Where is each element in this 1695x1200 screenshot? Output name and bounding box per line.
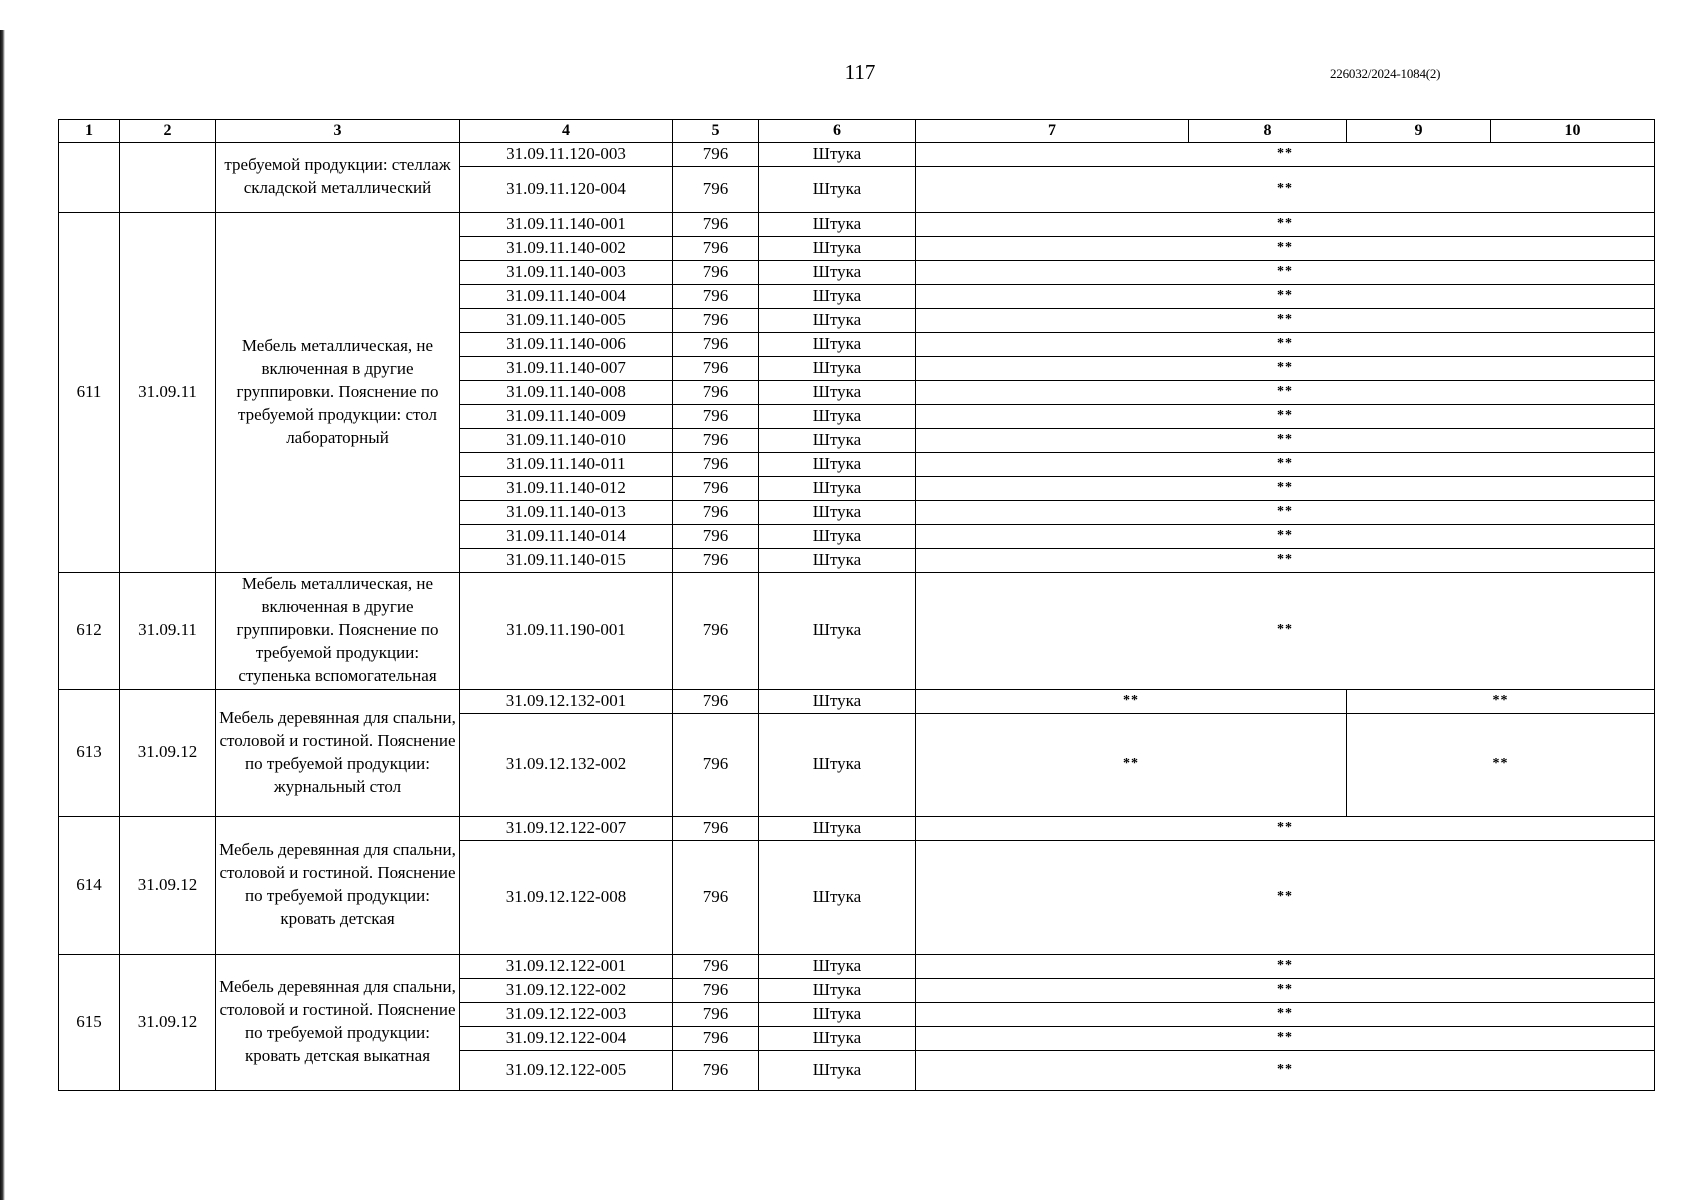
ktru-code-cell: 31.09.12.122-008 xyxy=(460,840,673,954)
ktru-code-cell: 31.09.12.132-002 xyxy=(460,713,673,816)
header-cell: 8 xyxy=(1189,120,1347,143)
okei-cell: 796 xyxy=(673,452,759,476)
okei-cell: 796 xyxy=(673,1026,759,1050)
ktru-code-cell: 31.09.11.140-002 xyxy=(460,236,673,260)
unit-cell: Штука xyxy=(759,452,916,476)
header-cell: 6 xyxy=(759,120,916,143)
okei-cell: 796 xyxy=(673,978,759,1002)
stars-cell: ** xyxy=(916,428,1655,452)
unit-cell: Штука xyxy=(759,548,916,572)
okpd-cell: 31.09.11 xyxy=(120,572,216,689)
okei-cell: 796 xyxy=(673,308,759,332)
table-row xyxy=(59,572,1655,689)
header-cell: 4 xyxy=(460,120,673,143)
stars-cell: ** xyxy=(916,689,1347,713)
okei-cell: 796 xyxy=(673,1002,759,1026)
unit-cell: Штука xyxy=(759,840,916,954)
ktru-code-cell: 31.09.12.122-007 xyxy=(460,816,673,840)
scan-edge xyxy=(0,30,5,1200)
ktru-code-cell: 31.09.12.122-003 xyxy=(460,1002,673,1026)
ktru-code-cell: 31.09.11.140-009 xyxy=(460,404,673,428)
stars-cell: ** xyxy=(916,212,1655,236)
okei-cell: 796 xyxy=(673,500,759,524)
document-number: 226032/2024-1084(2) xyxy=(1330,66,1441,81)
stars-cell: ** xyxy=(916,142,1655,166)
ktru-code-cell: 31.09.12.122-002 xyxy=(460,978,673,1002)
okei-cell: 796 xyxy=(673,380,759,404)
ktru-code-cell: 31.09.11.140-012 xyxy=(460,476,673,500)
unit-cell: Штука xyxy=(759,166,916,212)
unit-cell: Штука xyxy=(759,978,916,1002)
ktru-code-cell: 31.09.11.140-001 xyxy=(460,212,673,236)
ktru-code-cell: 31.09.11.140-013 xyxy=(460,500,673,524)
stars-cell: ** xyxy=(916,1026,1655,1050)
stars-cell: ** xyxy=(916,954,1655,978)
page-number: 117 xyxy=(844,60,876,84)
okei-cell: 796 xyxy=(673,142,759,166)
position-cell: 615 xyxy=(59,954,120,1090)
ktru-code-cell: 31.09.11.140-008 xyxy=(460,380,673,404)
unit-cell: Штука xyxy=(759,236,916,260)
okei-cell: 796 xyxy=(673,236,759,260)
okei-cell: 796 xyxy=(673,212,759,236)
stars-cell: ** xyxy=(916,1050,1655,1090)
stars-cell: ** xyxy=(916,356,1655,380)
stars-cell: ** xyxy=(916,713,1347,816)
ktru-code-cell: 31.09.11.140-003 xyxy=(460,260,673,284)
stars-cell: ** xyxy=(916,572,1655,689)
stars-cell: ** xyxy=(1347,713,1655,816)
description-cell: Мебель деревянная для спальни, столовой и гостиной. Пояснение по требуемой продукции: журнальный стол xyxy=(216,689,460,816)
description-cell: Мебель металлическая, не включенная в другие группировки. Пояснение по требуемой продукции: ступенька вспомогательная xyxy=(216,572,460,689)
okei-cell: 796 xyxy=(673,689,759,713)
ktru-code-cell: 31.09.11.190-001 xyxy=(460,572,673,689)
stars-cell: ** xyxy=(916,236,1655,260)
unit-cell: Штука xyxy=(759,689,916,713)
stars-cell: ** xyxy=(916,476,1655,500)
okpd-cell: 31.09.11 xyxy=(120,212,216,572)
okei-cell: 796 xyxy=(673,954,759,978)
okei-cell: 796 xyxy=(673,572,759,689)
ktru-code-cell: 31.09.11.140-015 xyxy=(460,548,673,572)
okpd-cell xyxy=(120,142,216,212)
table-row xyxy=(59,212,1655,236)
ktru-code-cell: 31.09.11.140-004 xyxy=(460,284,673,308)
ktru-code-cell: 31.09.11.120-003 xyxy=(460,142,673,166)
ktru-code-cell: 31.09.11.120-004 xyxy=(460,166,673,212)
unit-cell: Штука xyxy=(759,476,916,500)
unit-cell: Штука xyxy=(759,954,916,978)
table-row xyxy=(59,954,1655,978)
unit-cell: Штука xyxy=(759,428,916,452)
unit-cell: Штука xyxy=(759,713,916,816)
stars-cell: ** xyxy=(916,380,1655,404)
stars-cell: ** xyxy=(916,524,1655,548)
header-cell: 7 xyxy=(916,120,1189,143)
okei-cell: 796 xyxy=(673,713,759,816)
ktru-code-cell: 31.09.12.122-004 xyxy=(460,1026,673,1050)
unit-cell: Штука xyxy=(759,1050,916,1090)
position-cell: 613 xyxy=(59,689,120,816)
header-cell: 1 xyxy=(59,120,120,143)
okei-cell: 796 xyxy=(673,476,759,500)
stars-cell: ** xyxy=(916,452,1655,476)
okei-cell: 796 xyxy=(673,356,759,380)
table-row xyxy=(59,689,1655,713)
unit-cell: Штука xyxy=(759,142,916,166)
ktru-code-cell: 31.09.12.132-001 xyxy=(460,689,673,713)
okei-cell: 796 xyxy=(673,428,759,452)
okei-cell: 796 xyxy=(673,404,759,428)
okei-cell: 796 xyxy=(673,548,759,572)
table-row xyxy=(59,816,1655,840)
stars-cell: ** xyxy=(916,1002,1655,1026)
okpd-cell: 31.09.12 xyxy=(120,689,216,816)
unit-cell: Штука xyxy=(759,1002,916,1026)
unit-cell: Штука xyxy=(759,260,916,284)
stars-cell: ** xyxy=(916,840,1655,954)
header-cell: 5 xyxy=(673,120,759,143)
stars-cell: ** xyxy=(916,816,1655,840)
unit-cell: Штука xyxy=(759,212,916,236)
stars-cell: ** xyxy=(916,284,1655,308)
stars-cell: ** xyxy=(916,404,1655,428)
ktru-code-cell: 31.09.12.122-001 xyxy=(460,954,673,978)
header-cell: 9 xyxy=(1347,120,1491,143)
unit-cell: Штука xyxy=(759,1026,916,1050)
stars-cell: ** xyxy=(916,166,1655,212)
unit-cell: Штука xyxy=(759,524,916,548)
okpd-cell: 31.09.12 xyxy=(120,954,216,1090)
stars-cell: ** xyxy=(916,500,1655,524)
unit-cell: Штука xyxy=(759,308,916,332)
okei-cell: 796 xyxy=(673,840,759,954)
unit-cell: Штука xyxy=(759,284,916,308)
unit-cell: Штука xyxy=(759,500,916,524)
position-cell: 614 xyxy=(59,816,120,954)
ktru-code-cell: 31.09.12.122-005 xyxy=(460,1050,673,1090)
okei-cell: 796 xyxy=(673,816,759,840)
ktru-code-cell: 31.09.11.140-006 xyxy=(460,332,673,356)
unit-cell: Штука xyxy=(759,380,916,404)
procurement-table xyxy=(58,119,1655,1091)
position-cell xyxy=(59,142,120,212)
stars-cell: ** xyxy=(1347,689,1655,713)
position-cell: 611 xyxy=(59,212,120,572)
okei-cell: 796 xyxy=(673,166,759,212)
stars-cell: ** xyxy=(916,308,1655,332)
stars-cell: ** xyxy=(916,260,1655,284)
unit-cell: Штука xyxy=(759,816,916,840)
table-row xyxy=(59,142,1655,166)
ktru-code-cell: 31.09.11.140-007 xyxy=(460,356,673,380)
okei-cell: 796 xyxy=(673,332,759,356)
unit-cell: Штука xyxy=(759,332,916,356)
okei-cell: 796 xyxy=(673,524,759,548)
description-cell: Мебель металлическая, не включенная в другие группировки. Пояснение по требуемой продукции: стол лабораторный xyxy=(216,212,460,572)
okei-cell: 796 xyxy=(673,260,759,284)
description-cell: Мебель деревянная для спальни, столовой и гостиной. Пояснение по требуемой продукции: кровать детская выкатная xyxy=(216,954,460,1090)
unit-cell: Штука xyxy=(759,404,916,428)
ktru-code-cell: 31.09.11.140-011 xyxy=(460,452,673,476)
description-cell: требуемой продукции: стеллаж складской металлический xyxy=(216,142,460,212)
description-cell: Мебель деревянная для спальни, столовой и гостиной. Пояснение по требуемой продукции: кровать детская xyxy=(216,816,460,954)
okpd-cell: 31.09.12 xyxy=(120,816,216,954)
header-row xyxy=(59,120,1655,143)
stars-cell: ** xyxy=(916,978,1655,1002)
stars-cell: ** xyxy=(916,332,1655,356)
ktru-code-cell: 31.09.11.140-005 xyxy=(460,308,673,332)
okei-cell: 796 xyxy=(673,284,759,308)
ktru-code-cell: 31.09.11.140-014 xyxy=(460,524,673,548)
ktru-code-cell: 31.09.11.140-010 xyxy=(460,428,673,452)
okei-cell: 796 xyxy=(673,1050,759,1090)
unit-cell: Штука xyxy=(759,356,916,380)
header-cell: 3 xyxy=(216,120,460,143)
header-cell: 10 xyxy=(1491,120,1655,143)
header-cell: 2 xyxy=(120,120,216,143)
unit-cell: Штука xyxy=(759,572,916,689)
position-cell: 612 xyxy=(59,572,120,689)
stars-cell: ** xyxy=(916,548,1655,572)
